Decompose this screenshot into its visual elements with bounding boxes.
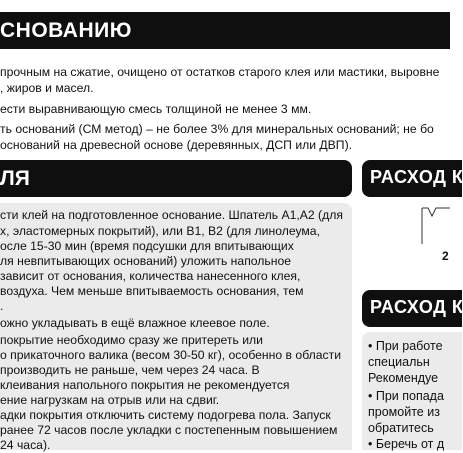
intro-line: ести выравнивающую смесь толщиной не менее 3 мм.: [0, 102, 312, 116]
spatula-size-label: 2: [442, 249, 449, 263]
glue-line: осле 15-30 мин (время подсушки для впитывающих: [0, 239, 294, 253]
glue-line: .: [0, 299, 4, 313]
intro-line: , жиров и масел.: [0, 81, 94, 95]
glue-line: 24 часа).: [0, 438, 51, 452]
section-title-consumption-2: РАСХОД К: [370, 297, 463, 317]
safety-note-line: Рекомендуе: [368, 371, 439, 385]
section-banner-consumption-1: [362, 160, 462, 197]
glue-line: покрытие необходимо сразу же притереть или: [0, 333, 263, 347]
section-title-basis: СНОВАНИЮ: [0, 19, 132, 42]
section-title-glue: ЛЯ: [0, 167, 30, 190]
safety-note-line: • При попада: [368, 389, 444, 403]
glue-line: сти клей на подготовленное основание. Шпатель А1,А2 (для: [0, 208, 343, 222]
intro-line: оснований на древесной основе (деревянных, ДСП или ДВП).: [0, 138, 353, 152]
safety-note-line: • При работе: [368, 339, 443, 353]
glue-line: производить не раньше, чем через 24 часа. В: [0, 363, 260, 377]
glue-line: адки покрытия отключить систему подогрева пола. Запуск: [0, 408, 331, 422]
glue-instructions-panel: [0, 203, 352, 450]
glue-line: х, эластомерных покрытий), или В1, В2 (для линолеума,: [0, 224, 320, 238]
glue-line: клеивания напольного покрытия не рекомендуется: [0, 378, 290, 392]
glue-line: зависит от основания, количества нанесенного клея,: [0, 269, 301, 283]
safety-note-line: специальн: [368, 355, 430, 369]
section-banner-consumption-2: [362, 290, 462, 327]
section-title-consumption-1: РАСХОД К: [370, 167, 463, 187]
safety-note-line: промойте из: [368, 405, 440, 419]
safety-note-line: • Беречь от д: [368, 437, 445, 451]
glue-line: ля невпитывающих оснований) уложить напольное: [0, 254, 292, 268]
glue-line: о прикаточного валика (весом 30-50 кг), особенно в области: [0, 348, 342, 362]
glue-line: ранее 72 часов после укладки с постепенным повышением: [0, 423, 338, 437]
safety-notes-panel: [362, 332, 462, 450]
glue-line: воздуха. Чем меньше впитываемость основания, тем: [0, 284, 304, 298]
section-banner-basis: [0, 12, 450, 49]
glue-line: ожно укладывать в ещё влажное клеевое поле.: [0, 316, 270, 330]
intro-line: ть оснований (СМ метод) – не более 3% для минеральных оснований; не бо: [0, 122, 434, 136]
intro-line: прочным на сжатие, очищено от остатков старого клея или мастики, выровне: [0, 65, 440, 79]
safety-note-line: обратитесь: [368, 421, 434, 435]
spatula-icon: [420, 206, 450, 246]
section-banner-glue: [0, 160, 352, 197]
glue-line: ение нагрузкам на отрыв или на сдвиг.: [0, 393, 220, 407]
